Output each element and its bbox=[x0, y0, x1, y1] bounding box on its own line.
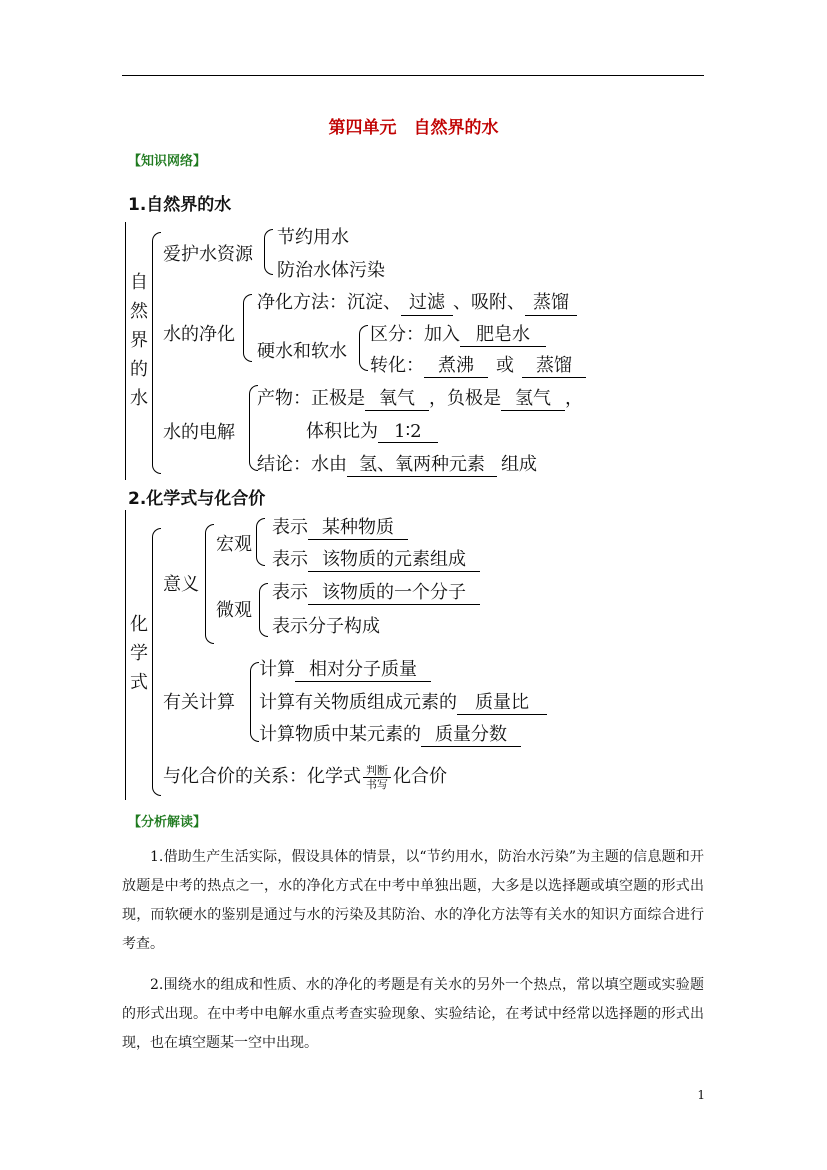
answer-one-molecule: 该物质的一个分子 bbox=[308, 578, 480, 605]
macro-label: 宏观 bbox=[216, 534, 252, 555]
product-prefix: 产物：正极是 bbox=[257, 388, 365, 409]
answer-boil: 煮沸 bbox=[424, 351, 488, 378]
micro-line1 bbox=[272, 578, 480, 605]
answer-mass-fraction: 质量分数 bbox=[421, 720, 521, 747]
purify-methods-line bbox=[257, 288, 577, 316]
section2-root-char: 学 bbox=[130, 643, 148, 664]
section1-left-line bbox=[125, 222, 126, 480]
judge-write-arrow bbox=[363, 764, 391, 791]
micro-brace bbox=[259, 583, 268, 637]
section1-main-brace bbox=[152, 232, 161, 474]
electrolysis-label: 水的电解 bbox=[163, 422, 235, 443]
volume-line bbox=[306, 417, 438, 443]
protect-water-label: 爱护水资源 bbox=[163, 244, 253, 265]
product-line bbox=[257, 384, 583, 411]
answer-some-substance: 某种物质 bbox=[308, 513, 408, 540]
calc-line1 bbox=[259, 655, 431, 682]
macro-line2 bbox=[272, 545, 480, 572]
header-rule bbox=[122, 75, 704, 76]
page-number: 1 bbox=[697, 1088, 705, 1102]
section2-heading: 2.化学式与化合价 bbox=[128, 489, 266, 509]
answer-hydrogen: 氢气 bbox=[501, 384, 565, 411]
knowledge-network-tag: 【知识网络】 bbox=[128, 154, 207, 169]
purify-methods-prefix: 净化方法：沉淀、 bbox=[257, 292, 401, 313]
section1-root-char: 水 bbox=[130, 388, 148, 409]
meaning-label: 意义 bbox=[163, 574, 199, 595]
convert-prefix: 转化： bbox=[370, 355, 424, 376]
save-water-item: 节约用水 bbox=[277, 227, 349, 248]
show-word-1: 表示 bbox=[272, 517, 308, 538]
section2-left-line bbox=[125, 510, 126, 800]
section2-root-char: 式 bbox=[130, 672, 148, 693]
micro-label: 微观 bbox=[216, 600, 252, 621]
macro-line1 bbox=[272, 513, 408, 540]
section1-root-char: 自 bbox=[130, 272, 148, 293]
answer-mass-ratio: 质量比 bbox=[457, 688, 547, 715]
volume-prefix: 体积比为 bbox=[306, 421, 378, 442]
calc-line1-prefix: 计算 bbox=[259, 659, 295, 680]
section1-root-label bbox=[128, 268, 150, 413]
section2-main-brace bbox=[152, 528, 161, 796]
relation-suffix: 化合价 bbox=[393, 766, 447, 787]
analysis-paragraph-2: 2.围绕水的组成和性质、水的净化的考题是有关水的另外一个热点，常以填空题或实验题的形式出现。在中考中电解水重点考查实验现象、实验结论，在考试中经常以选择题的形式出现，也在填空题某一空中出现。 bbox=[122, 977, 704, 1051]
conclusion-prefix: 结论：水由 bbox=[257, 454, 347, 475]
conclusion-suffix: 组成 bbox=[501, 454, 537, 475]
analysis-tag: 【分析解读】 bbox=[128, 815, 207, 830]
show-word-2: 表示 bbox=[272, 549, 308, 570]
macro-brace bbox=[256, 518, 265, 566]
section2-root-label bbox=[128, 610, 150, 697]
hard-soft-brace bbox=[359, 325, 368, 371]
purify-methods-mid: 、吸附、 bbox=[453, 292, 525, 313]
purify-label: 水的净化 bbox=[163, 324, 235, 345]
purify-brace bbox=[243, 294, 252, 362]
page-title: 第四单元 自然界的水 bbox=[328, 118, 499, 138]
arrow-top-label: 判断 bbox=[363, 764, 391, 778]
section1-heading: 1.自然界的水 bbox=[128, 195, 232, 215]
protect-brace bbox=[264, 229, 273, 275]
answer-volume-ratio: 1∶2 bbox=[378, 421, 438, 443]
answer-soap-water: 肥皂水 bbox=[460, 320, 546, 347]
relation-prefix: 与化合价的关系：化学式 bbox=[163, 766, 361, 787]
calc-line3 bbox=[259, 720, 521, 747]
meaning-brace bbox=[205, 524, 214, 644]
calc-line2-prefix: 计算有关物质组成元素的 bbox=[259, 692, 457, 713]
section2-root-char: 化 bbox=[130, 614, 148, 635]
valence-relation-line bbox=[163, 762, 447, 791]
section1-root-char: 的 bbox=[130, 359, 148, 380]
answer-filter: 过滤 bbox=[401, 288, 453, 316]
answer-distill: 蒸馏 bbox=[525, 288, 577, 316]
section1-root-char: 界 bbox=[130, 330, 148, 351]
arrow-bottom-label: 书写 bbox=[366, 777, 388, 791]
answer-oxygen: 氧气 bbox=[365, 384, 429, 411]
answer-elements: 氢、氧两种元素 bbox=[347, 450, 497, 477]
product-end: ， bbox=[565, 388, 583, 409]
calc-label: 有关计算 bbox=[163, 692, 235, 713]
answer-distill-2: 蒸馏 bbox=[522, 351, 586, 378]
answer-relative-mass: 相对分子质量 bbox=[295, 655, 431, 682]
answer-element-composition: 该物质的元素组成 bbox=[308, 545, 480, 572]
show-word-3: 表示 bbox=[272, 582, 308, 603]
analysis-paragraph-1: 1.借助生产生活实际，假设具体的情景，以“节约用水，防治水污染”为主题的信息题和开放题是中考的热点之一，水的净化方式在中考中单独出题，大多是以选择题或填空题的形式出现，而软硬水的鉴别是通过与水的污染及其防治、水的净化方法等有关水的知识方面综合进行考查。 bbox=[122, 849, 704, 952]
calc-line3-prefix: 计算物质中某元素的 bbox=[259, 724, 421, 745]
convert-line bbox=[370, 351, 586, 378]
conclusion-line bbox=[257, 450, 537, 477]
prevent-pollution-item: 防治水体污染 bbox=[277, 260, 385, 281]
micro-line2: 表示分子构成 bbox=[272, 616, 380, 637]
hard-soft-label: 硬水和软水 bbox=[257, 341, 347, 362]
product-mid: ，负极是 bbox=[429, 388, 501, 409]
calc-brace bbox=[250, 662, 259, 742]
distinguish-line bbox=[370, 320, 546, 347]
convert-or: 或 bbox=[496, 355, 514, 376]
section1-root-char: 然 bbox=[130, 301, 148, 322]
calc-line2 bbox=[259, 688, 547, 715]
distinguish-prefix: 区分：加入 bbox=[370, 324, 460, 345]
